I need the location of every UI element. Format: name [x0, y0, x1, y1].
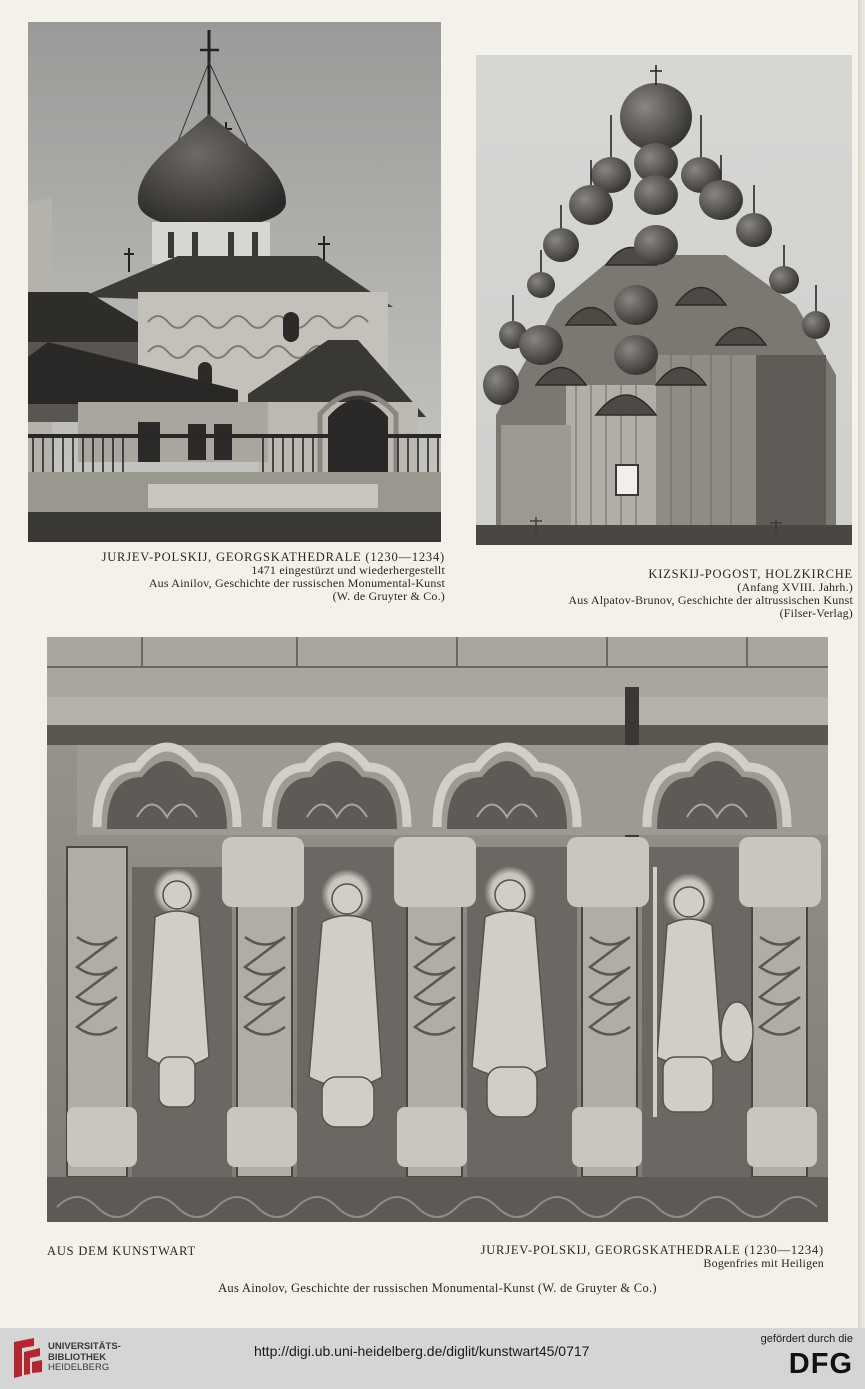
caption-line: (Anfang XVIII. Jahrh.) [737, 580, 853, 594]
photo-bogenfries [47, 637, 828, 1222]
library-name-line: HEIDELBERG [48, 1362, 110, 1373]
photo-holzkirche [476, 55, 852, 545]
caption-title: JURJEV-POLSKIJ, GEORGSKATHEDRALE (1230—1234) [101, 550, 445, 564]
page-url-link[interactable]: http://digi.ub.uni-heidelberg.de/diglit/kunstwart45/0717 [254, 1343, 590, 1359]
library-name-line: UNIVERSITÄTS- [48, 1341, 121, 1352]
caption-line: (W. de Gruyter & Co.) [332, 589, 445, 603]
library-name [48, 1342, 121, 1374]
caption-line: Aus Ainilov, Geschichte der russischen Monumental-Kunst [148, 576, 445, 590]
caption-title: KIZSKIJ-POGOST, HOLZKIRCHE [648, 567, 853, 581]
page-edge [858, 0, 865, 1328]
caption-line: Aus Alpatov-Brunov, Geschichte der altrussischen Kunst [568, 593, 853, 607]
library-name-line: BIBLIOTHEK [48, 1351, 107, 1363]
caption-bogenfries [440, 1244, 824, 1270]
caption-line: Bogenfries mit Heiligen [703, 1256, 824, 1270]
dfg-logo[interactable]: DFG [788, 1348, 853, 1380]
caption-title: JURJEV-POLSKIJ, GEORGSKATHEDRALE (1230—1234) [480, 1243, 824, 1257]
source-label: AUS DEM KUNSTWART [47, 1244, 196, 1258]
university-library-logo-icon[interactable] [10, 1336, 44, 1380]
caption-line: 1471 eingestürzt und wiederhergestellt [251, 563, 445, 577]
funded-by-label: gefördert durch die [760, 1333, 853, 1345]
caption-holzkirche [470, 568, 853, 620]
photo-georgskathedrale [28, 22, 441, 542]
digitization-footer [0, 1328, 865, 1389]
caption-line: (Filser-Verlag) [779, 606, 853, 620]
caption-georgskathedrale [70, 551, 445, 603]
credit-line: Aus Ainolov, Geschichte der russischen Monumental-Kunst (W. de Gruyter & Co.) [218, 1281, 657, 1295]
